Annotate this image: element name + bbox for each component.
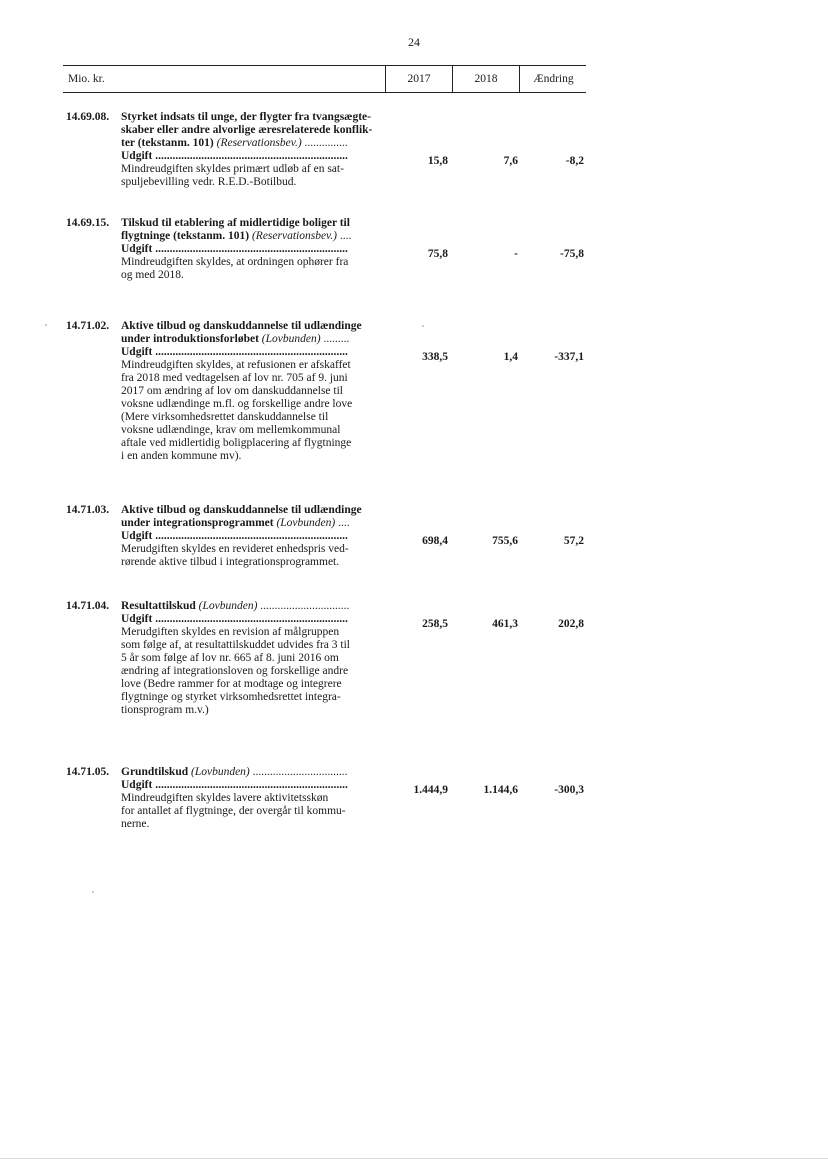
page-number: 24 — [408, 35, 420, 49]
udgift-label: Udgift — [121, 243, 153, 255]
account-code: 14.69.08. — [66, 111, 110, 123]
entry-title-line: Grundtilskud — [121, 766, 191, 778]
entry-title-line: ter (tekstanm. 101) — [121, 137, 217, 149]
leader-dots: ................................................................... — [152, 530, 348, 542]
entry-title — [121, 766, 397, 779]
entry-title-line: Tilskud til etablering af midlertidige boliger til — [121, 217, 350, 229]
entry-title — [121, 320, 397, 346]
entry-note-line: Mindreudgiften skyldes lavere aktivitetsskøn — [121, 792, 329, 804]
leader-dots: ................................................................... — [152, 779, 348, 791]
entry-title — [121, 217, 397, 243]
udgift-label: Udgift — [121, 150, 153, 162]
entry-note — [121, 359, 397, 463]
value-2017: 1.444,9 — [413, 784, 448, 796]
account-code: 14.71.05. — [66, 766, 110, 778]
unit-label: Mio. kr. — [68, 73, 105, 85]
entry-note-line: voksne udlændinge m.fl. og forskellige andre love — [121, 398, 353, 410]
udgift-row — [121, 530, 397, 543]
entry-note-line: nerne. — [121, 818, 150, 830]
leader-dots: ................................................................... — [152, 243, 348, 255]
entry-title-line: Styrket indsats til unge, der flygter fra tvangsægte- — [121, 111, 371, 123]
table-header — [63, 65, 586, 93]
appropriation-type: (Reservationsbev.) — [216, 137, 302, 149]
udgift-row — [121, 150, 397, 163]
entry-description — [121, 111, 397, 189]
value-2018: 755,6 — [492, 535, 518, 547]
entry-note-line: fra 2018 med vedtagelsen af lov nr. 705 af 9. juni — [121, 372, 348, 384]
entry-note-line: (Mere virksomhedsrettet danskuddannelse til — [121, 411, 329, 423]
entry-note-line: Merudgiften skyldes en revision af målgruppen — [121, 626, 340, 638]
entry-note-line: Mindreudgiften skyldes, at ordningen ophører fra — [121, 256, 349, 268]
value-2017: 698,4 — [422, 535, 448, 547]
udgift-label: Udgift — [121, 779, 153, 791]
udgift-label: Udgift — [121, 530, 153, 542]
value-change: -300,3 — [554, 784, 584, 796]
entry-note-line: Mindreudgiften skyldes, at refusionen er afskaffet — [121, 359, 351, 371]
account-code: 14.69.15. — [66, 217, 110, 229]
entry-note-line: 5 år som følge af lov nr. 665 af 8. juni 2016 om — [121, 652, 339, 664]
entry-title-line: under introduktionsforløbet — [121, 333, 262, 345]
value-2017: 15,8 — [427, 155, 448, 167]
value-2018: - — [514, 248, 518, 260]
leader-dots: .... — [337, 230, 352, 242]
entry-note-line: love (Bedre rammer for at modtage og integrere — [121, 678, 342, 690]
appropriation-type: (Reservationsbev.) — [251, 230, 338, 242]
entry-description — [121, 320, 397, 463]
appropriation-type: (Lovbunden) — [191, 766, 250, 778]
account-code: 14.71.03. — [66, 504, 110, 516]
entry-note-line: 2017 om ændring af lov om danskuddannelse til — [121, 385, 343, 397]
entry-note-line: i en anden kommune mv). — [121, 450, 242, 462]
entry-title-line: under integrationsprogrammet — [121, 517, 277, 529]
value-2017: 75,8 — [427, 248, 448, 260]
entry-title-line: Aktive tilbud og danskuddannelse til udlændinge — [121, 320, 362, 332]
leader-dots: ................................................................... — [152, 613, 348, 625]
entry-note — [121, 256, 397, 282]
value-change: 202,8 — [558, 618, 584, 630]
entry-note-line: og med 2018. — [121, 269, 184, 281]
udgift-row — [121, 243, 397, 256]
entry-description — [121, 600, 397, 717]
udgift-row — [121, 779, 397, 792]
account-code: 14.71.02. — [66, 320, 110, 332]
column-header-2017: 2017 — [385, 66, 452, 92]
value-change: -337,1 — [554, 351, 584, 363]
entry-note-line: Merudgiften skyldes en revideret enhedspris ved- — [121, 543, 349, 555]
leader-dots: .... — [335, 517, 350, 529]
entry-note — [121, 792, 397, 831]
udgift-row — [121, 613, 397, 626]
value-2018: 1,4 — [503, 351, 518, 363]
entry-note-line: aftale ved midlertidig boligplacering af flygtninge — [121, 437, 352, 449]
leader-dots: ............... — [301, 137, 348, 149]
entry-title — [121, 111, 397, 150]
entry-title — [121, 600, 397, 613]
scan-speck — [422, 325, 424, 327]
scan-edge-line — [0, 1158, 828, 1159]
udgift-row — [121, 346, 397, 359]
account-code: 14.71.04. — [66, 600, 110, 612]
entry-title-line: Resultattilskud — [121, 600, 199, 612]
scan-speck — [45, 324, 47, 326]
leader-dots: ................................................................... — [152, 346, 348, 358]
entry-description — [121, 217, 397, 282]
entry-note — [121, 626, 397, 717]
value-2018: 7,6 — [503, 155, 518, 167]
entry-title-line: flygtninge (tekstanm. 101) — [121, 230, 252, 242]
appropriation-type: (Lovbunden) — [276, 517, 336, 529]
entry-title-line: skaber eller andre alvorlige æresrelaterede konflik- — [121, 124, 373, 136]
entry-note-line: Mindreudgiften skyldes primært udløb af en sat- — [121, 163, 344, 175]
appropriation-type: (Lovbunden) — [198, 600, 258, 612]
leader-dots: ............................... — [257, 600, 350, 612]
leader-dots: ................................................................... — [152, 150, 348, 162]
entry-note — [121, 543, 397, 569]
entry-description — [121, 504, 397, 569]
entry-note-line: for antallet af flygtninge, der overgår til kommu- — [121, 805, 346, 817]
leader-dots: ................................. — [249, 766, 348, 778]
udgift-label: Udgift — [121, 346, 153, 358]
udgift-label: Udgift — [121, 613, 153, 625]
entry-note-line: tionsprogram m.v.) — [121, 704, 209, 716]
entry-title-line: Aktive tilbud og danskuddannelse til udlændinge — [121, 504, 362, 516]
entry-description — [121, 766, 397, 831]
value-2017: 258,5 — [422, 618, 448, 630]
entry-note-line: som følge af, at resultattilskuddet udvides fra 3 til — [121, 639, 350, 651]
scan-speck — [92, 891, 94, 893]
entry-note-line: flygtninge og styrket virksomhedsrettet integra- — [121, 691, 341, 703]
entry-note-line: voksne udlændinge, krav om mellemkommunal — [121, 424, 341, 436]
entry-title — [121, 504, 397, 530]
value-change: -8,2 — [565, 155, 584, 167]
entry-note-line: spuljebevilling vedr. R.E.D.-Botilbud. — [121, 176, 297, 188]
column-header-change: Ændring — [519, 66, 587, 92]
value-2018: 461,3 — [492, 618, 518, 630]
appropriation-type: (Lovbunden) — [261, 333, 321, 345]
value-2018: 1.144,6 — [483, 784, 518, 796]
value-change: -75,8 — [560, 248, 584, 260]
entry-note — [121, 163, 397, 189]
column-header-2018: 2018 — [452, 66, 519, 92]
value-change: 57,2 — [563, 535, 584, 547]
value-2017: 338,5 — [422, 351, 448, 363]
leader-dots: ......... — [320, 333, 350, 345]
entry-note-line: ændring af integrationsloven og forskellige andre — [121, 665, 349, 677]
entry-note-line: rørende aktive tilbud i integrationsprogrammet. — [121, 556, 340, 568]
